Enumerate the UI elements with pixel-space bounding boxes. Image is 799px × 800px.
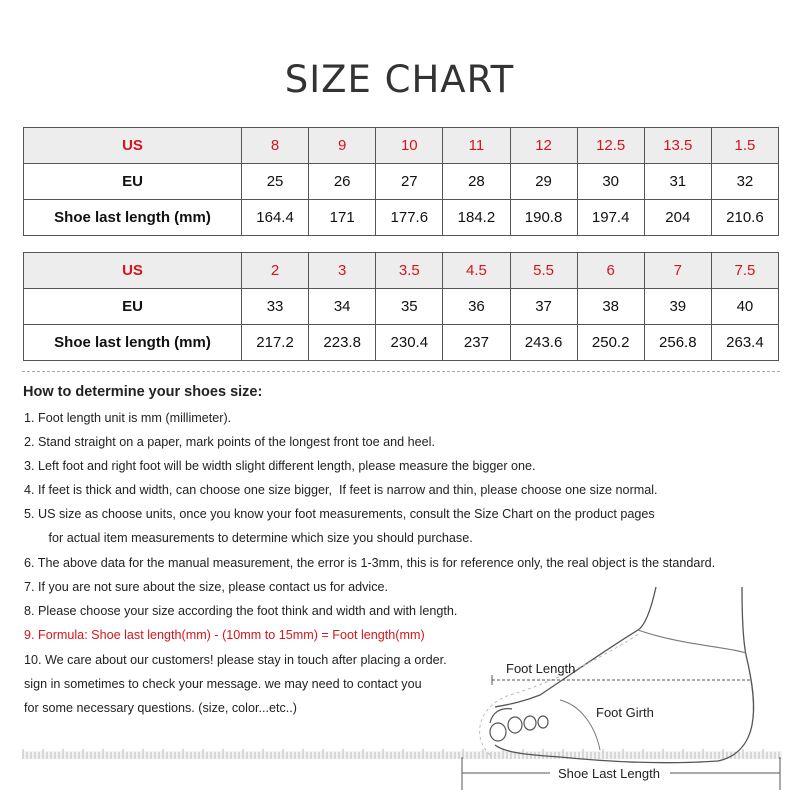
length-cell: 250.2: [577, 325, 644, 361]
eu-cell: 33: [242, 289, 309, 325]
size-table-1: [23, 127, 779, 236]
eu-cell: 38: [577, 289, 644, 325]
length-cell: 171: [309, 200, 376, 236]
eu-cell: 28: [443, 164, 510, 200]
section-divider: [22, 371, 780, 372]
howto-heading: How to determine your shoes size:: [23, 384, 263, 400]
note-line-6: 6. The above data for the manual measurement, the error is 1-3mm, this is for reference only, the real object is the standard.: [24, 556, 716, 570]
length-cell: 223.8: [309, 325, 376, 361]
us-label: US: [24, 253, 242, 289]
us-cell: 12.5: [577, 128, 644, 164]
length-cell: 164.4: [242, 200, 309, 236]
page-title: SIZE CHART: [284, 58, 515, 101]
us-cell: 7: [644, 253, 711, 289]
note-line-2: 2. Stand straight on a paper, mark points of the longest front toe and heel.: [24, 435, 435, 449]
us-cell: 12: [510, 128, 577, 164]
us-cell: 4.5: [443, 253, 510, 289]
us-row: [24, 128, 779, 164]
eu-label: EU: [24, 164, 242, 200]
length-row: [24, 325, 779, 361]
eu-cell: 40: [711, 289, 778, 325]
eu-cell: 36: [443, 289, 510, 325]
eu-cell: 26: [309, 164, 376, 200]
eu-cell: 35: [376, 289, 443, 325]
us-cell: 13.5: [644, 128, 711, 164]
eu-cell: 37: [510, 289, 577, 325]
us-cell: 9: [309, 128, 376, 164]
length-cell: 237: [443, 325, 510, 361]
note-line-9-formula: 9. Formula: Shoe last length(mm) - (10mm to 15mm) = Foot length(mm): [24, 628, 425, 642]
length-cell: 197.4: [577, 200, 644, 236]
foot-girth-label: Foot Girth: [596, 705, 654, 720]
us-cell: 1.5: [711, 128, 778, 164]
note-line-3: 3. Left foot and right foot will be width slight different length, please measure the bigger one.: [24, 459, 536, 473]
eu-cell: 34: [309, 289, 376, 325]
note-line-5: 5. US size as choose units, once you know your foot measurements, consult the Size Chart on the product pages: [24, 507, 655, 521]
length-cell: 230.4: [376, 325, 443, 361]
eu-cell: 30: [577, 164, 644, 200]
note-line-8: 8. Please choose your size according the foot think and width and with length.: [24, 604, 458, 618]
length-cell: 204: [644, 200, 711, 236]
eu-row: [24, 164, 779, 200]
eu-cell: 31: [644, 164, 711, 200]
eu-label: EU: [24, 289, 242, 325]
length-cell: 243.6: [510, 325, 577, 361]
eu-row: [24, 289, 779, 325]
eu-cell: 29: [510, 164, 577, 200]
us-cell: 11: [443, 128, 510, 164]
size-table-2: [23, 252, 779, 361]
length-cell: 190.8: [510, 200, 577, 236]
note-line-5-cont: for actual item measurements to determine which size you should purchase.: [38, 531, 473, 545]
note-line-11: sign in sometimes to check your message. we may need to contact you: [24, 677, 422, 691]
eu-cell: 39: [644, 289, 711, 325]
length-cell: 256.8: [644, 325, 711, 361]
length-label: Shoe last length (mm): [24, 325, 242, 361]
us-cell: 6: [577, 253, 644, 289]
foot-diagram: [460, 585, 790, 790]
length-cell: 217.2: [242, 325, 309, 361]
foot-length-label: Foot Length: [506, 661, 576, 676]
us-row: [24, 253, 779, 289]
us-cell: 5.5: [510, 253, 577, 289]
length-cell: 184.2: [443, 200, 510, 236]
shoe-last-length-label: Shoe Last Length: [558, 766, 660, 781]
note-line-10: 10. We care about our customers! please stay in touch after placing a order.: [24, 653, 447, 667]
length-cell: 210.6: [711, 200, 778, 236]
note-line-4: 4. If feet is thick and width, can choose one size bigger, If feet is narrow and thin, please choose one size normal.: [24, 483, 658, 497]
note-line-1: 1. Foot length unit is mm (millimeter).: [24, 411, 232, 425]
length-label: Shoe last length (mm): [24, 200, 242, 236]
us-cell: 3.5: [376, 253, 443, 289]
note-line-7: 7. If you are not sure about the size, please contact us for advice.: [24, 580, 389, 594]
us-cell: 8: [242, 128, 309, 164]
us-cell: 2: [242, 253, 309, 289]
length-cell: 263.4: [711, 325, 778, 361]
length-cell: 177.6: [376, 200, 443, 236]
us-cell: 7.5: [711, 253, 778, 289]
us-cell: 10: [376, 128, 443, 164]
length-row: [24, 200, 779, 236]
eu-cell: 32: [711, 164, 778, 200]
eu-cell: 27: [376, 164, 443, 200]
us-cell: 3: [309, 253, 376, 289]
note-line-12: for some necessary questions. (size, color...etc..): [24, 701, 297, 715]
eu-cell: 25: [242, 164, 309, 200]
us-label: US: [24, 128, 242, 164]
